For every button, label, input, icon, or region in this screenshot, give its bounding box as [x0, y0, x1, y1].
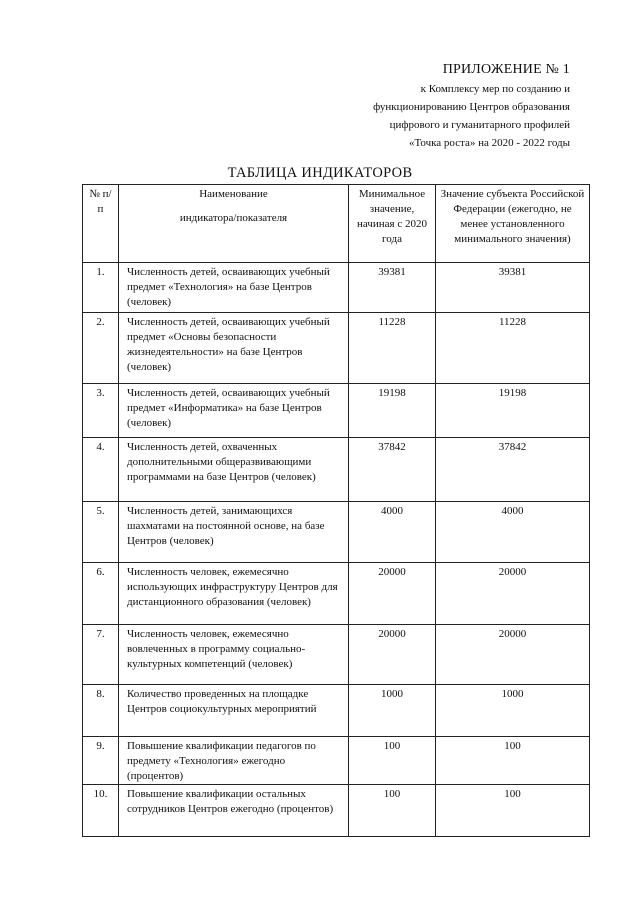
row-number: 3.: [83, 384, 119, 438]
row-number: 10.: [83, 785, 119, 837]
table-row: [83, 737, 590, 785]
row-min-value: 20000: [349, 625, 436, 685]
row-number: 8.: [83, 685, 119, 737]
row-min-value: 19198: [349, 384, 436, 438]
row-region-value: 1000: [436, 685, 590, 737]
table-row: [83, 785, 590, 837]
row-number: 2.: [83, 313, 119, 384]
row-number: 5.: [83, 502, 119, 563]
table-row: [83, 625, 590, 685]
table-row: [83, 502, 590, 563]
row-min-value: 1000: [349, 685, 436, 737]
table-row: [83, 263, 590, 313]
table-row: [83, 384, 590, 438]
table-header-row: [83, 185, 590, 263]
row-number: 4.: [83, 438, 119, 502]
row-region-value: 20000: [436, 625, 590, 685]
row-region-value: 37842: [436, 438, 590, 502]
annex-line: функционированию Центров образования: [373, 101, 570, 113]
row-region-value: 39381: [436, 263, 590, 313]
annex-line: к Комплексу мер по созданию и: [420, 83, 570, 95]
row-region-value: 20000: [436, 563, 590, 625]
row-min-value: 37842: [349, 438, 436, 502]
row-number: 9.: [83, 737, 119, 785]
row-min-value: 39381: [349, 263, 436, 313]
annex-header: [373, 62, 570, 152]
header-min-value: Минимальное значение, начиная с 2020 года: [349, 185, 436, 263]
annex-line: «Точка роста» на 2020 - 2022 годы: [408, 137, 570, 149]
row-indicator-name: Повышение квалификации педагогов по предмету «Технология» ежегодно (процентов): [119, 737, 349, 785]
table-row: [83, 438, 590, 502]
row-region-value: 11228: [436, 313, 590, 384]
row-indicator-name: Количество проведенных на площадке Центров социокультурных мероприятий: [119, 685, 349, 737]
table-title: ТАБЛИЦА ИНДИКАТОРОВ: [227, 165, 413, 181]
row-region-value: 19198: [436, 384, 590, 438]
row-indicator-name: Численность детей, осваивающих учебный предмет «Технология» на базе Центров (человек): [119, 263, 349, 313]
table-row: [83, 313, 590, 384]
row-number: 1.: [83, 263, 119, 313]
row-indicator-name: Численность человек, ежемесячно использующих инфраструктуру Центров для дистанционного образования (человек): [119, 563, 349, 625]
annex-title: ПРИЛОЖЕНИЕ № 1: [442, 62, 570, 77]
annex-line: цифрового и гуманитарного профилей: [389, 119, 570, 131]
row-indicator-name: Численность детей, осваивающих учебный предмет «Основы безопасности жизнедеятельности» на базе Центров (человек): [119, 313, 349, 384]
table-row: [83, 563, 590, 625]
row-indicator-name: Численность человек, ежемесячно вовлеченных в программу социально-культурных компетенций (человек): [119, 625, 349, 685]
indicators-table: [82, 184, 590, 837]
row-indicator-name: Численность детей, занимающихся шахматами на постоянной основе, на базе Центров (человек): [119, 502, 349, 563]
row-indicator-name: Численность детей, осваивающих учебный предмет «Информатика» на базе Центров (человек): [119, 384, 349, 438]
row-indicator-name: Численность детей, охваченных дополнительными общеразвивающими программами на базе Центров (человек): [119, 438, 349, 502]
row-min-value: 4000: [349, 502, 436, 563]
header-name: [119, 185, 349, 263]
row-min-value: 20000: [349, 563, 436, 625]
header-name-bottom: индикатора/показателя: [179, 212, 288, 224]
header-region-value: Значение субъекта Российской Федерации (ежегодно, не менее установленного минимального значения): [436, 185, 590, 263]
row-number: 6.: [83, 563, 119, 625]
row-region-value: 4000: [436, 502, 590, 563]
row-min-value: 100: [349, 737, 436, 785]
row-indicator-name: Повышение квалификации остальных сотрудников Центров ежегодно (процентов): [119, 785, 349, 837]
row-number: 7.: [83, 625, 119, 685]
header-num: № п/п: [83, 185, 119, 263]
row-min-value: 11228: [349, 313, 436, 384]
row-region-value: 100: [436, 785, 590, 837]
row-min-value: 100: [349, 785, 436, 837]
row-region-value: 100: [436, 737, 590, 785]
header-name-top: Наименование: [199, 188, 268, 200]
table-row: [83, 685, 590, 737]
